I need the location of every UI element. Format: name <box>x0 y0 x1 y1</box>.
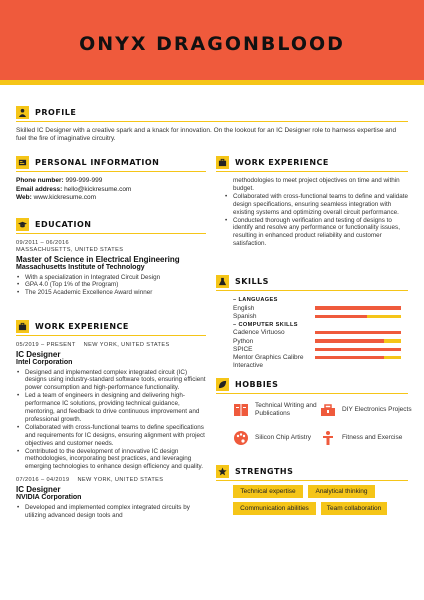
profile-header <box>16 106 408 122</box>
skills-section <box>216 275 408 370</box>
work-continued-title: WORK EXPERIENCE <box>235 158 329 167</box>
skill-level-fill <box>315 339 384 343</box>
education-bullets <box>16 274 206 298</box>
strengths-header <box>216 465 408 481</box>
job-2-company: NVIDIA Corporation <box>16 494 82 502</box>
header-banner <box>0 0 424 85</box>
job-1-role: IC Designer <box>16 350 61 359</box>
job-1-location: NEW YORK, UNITED STATES <box>83 342 170 348</box>
personal-section <box>16 156 206 203</box>
web-value[interactable]: www.kickresume.com <box>33 194 97 202</box>
skill-group-heading: – LANGUAGES <box>233 297 278 303</box>
email-value[interactable]: hello@kickresume.com <box>64 185 132 193</box>
education-degree: Master of Science in Electrical Engineering <box>16 255 180 264</box>
skill-level-fill <box>315 348 401 352</box>
hobbies-title: HOBBIES <box>235 380 279 389</box>
briefcase-icon <box>16 320 29 333</box>
skill-level-bar <box>315 356 401 360</box>
graduation-cap-icon <box>16 218 29 231</box>
email-label: Email address: <box>16 185 63 193</box>
hobby-item <box>320 402 420 418</box>
fitness-icon <box>320 430 336 446</box>
list-item: • Collaborated with cross-functional teams to define and validate design specifications, ensuring seamless integration with existing systems and optimizing overall circuit performance. <box>224 193 408 217</box>
skills-title: SKILLS <box>235 277 269 286</box>
job-1-bullets <box>16 369 206 472</box>
hobby-label: DIY Electronics Projects <box>342 406 412 413</box>
skill-row <box>233 312 408 320</box>
job-1-date: 05/2019 – PRESENT <box>16 342 76 348</box>
tools-icon <box>320 402 336 418</box>
skill-level-bar <box>315 315 401 319</box>
list-item: • Developed and implemented complex integrated circuits by utilizing advanced design tools and <box>16 504 206 520</box>
education-header <box>16 218 206 234</box>
job-1-company: Intel Corporation <box>16 359 73 366</box>
phone-value: 999-999-999 <box>65 177 103 184</box>
skill-level-bar <box>315 348 401 352</box>
skill-level-bar <box>315 306 401 310</box>
personal-header <box>16 156 206 172</box>
skill-level-fill <box>315 315 367 319</box>
star-icon <box>216 465 229 478</box>
work-continued-section <box>216 156 408 248</box>
skill-level-fill <box>315 356 384 360</box>
leaf-icon <box>216 378 229 391</box>
education-school: Massachusetts Institute of Technology <box>16 264 145 271</box>
job-2-continued-text: methodologies to meet project objectives on time and within budget. <box>233 177 400 192</box>
strengths-title: STRENGTHS <box>235 467 294 476</box>
job-2-location: NEW YORK, UNITED STATES <box>77 477 164 484</box>
profile-text: Skilled IC Designer with a creative spark and a knack for innovation. On the lookout for an IC Designer role to harness expertise and fuel the fire of imaginative circuitry. <box>16 127 397 142</box>
skill-name: Python <box>233 337 254 345</box>
phone-label: Phone number: <box>16 177 64 184</box>
briefcase-icon <box>216 156 229 169</box>
list-item: • Led a team of engineers in designing and delivering high-performance IC solutions, providing technical guidance, mentoring, and feedback to drive continuous improvement and professional growth. <box>16 392 206 424</box>
skill-name: SPICE <box>233 345 253 353</box>
skill-row <box>233 345 408 353</box>
list-item: • The 2015 Academic Excellence Award winner <box>16 289 206 297</box>
user-icon <box>16 106 29 119</box>
skill-level-bar <box>315 339 401 343</box>
hobby-item <box>233 430 333 446</box>
strength-tag: Communication abilities <box>233 502 316 515</box>
list-item: • With a specialization in Integrated Circuit Design <box>16 274 206 282</box>
strength-tag: Team collaboration <box>321 502 387 515</box>
work-title: WORK EXPERIENCE <box>35 322 129 331</box>
list-item: • Contributed to the development of innovative IC design methodologies, incorporating best practices, and leveraging emerging technologies to enhance design efficiency and quality. <box>16 448 206 472</box>
work-continued-header <box>216 156 408 172</box>
education-location: MASSACHUSETTS, UNITED STATES <box>16 247 124 253</box>
hobby-label: Fitness and Exercise <box>342 434 403 441</box>
strength-tag: Technical expertise <box>233 485 303 498</box>
skill-level-fill <box>315 306 401 310</box>
skill-row <box>233 362 408 370</box>
strength-tag: Analytical thinking <box>308 485 375 498</box>
strengths-section <box>216 465 408 525</box>
list-item: • Collaborated with cross-functional teams to define specifications and requirements for IC designs, ensuring alignment with project objectives and customer needs. <box>16 424 206 448</box>
personal-title: PERSONAL INFORMATION <box>35 158 160 167</box>
web-label: Web: <box>16 194 32 202</box>
job-2-bullets-continued <box>216 193 408 248</box>
list-item: • GPA 4.0 (Top 1% of the Program) <box>16 281 206 289</box>
skill-name: English <box>233 304 255 312</box>
job-2-bullets <box>16 504 206 520</box>
skill-row <box>233 337 408 345</box>
skills-header <box>216 275 408 291</box>
book-icon <box>233 402 249 418</box>
email-row <box>16 186 206 195</box>
hobbies-header <box>216 378 408 394</box>
skill-level-bar <box>315 331 401 335</box>
hobby-label: Silicon Chip Artistry <box>255 434 311 441</box>
list-item: • Conducted thorough verification and testing of designs to identify and resolve any performance or functionality issues, resulting in enhanced product reliability and customer satisfaction. <box>224 217 408 249</box>
list-item: • Designed and implemented complex integrated circuit (IC) designs using industry-standard software tools, ensuring efficient power consumption and high-performance functionality. <box>16 369 206 393</box>
education-dates <box>16 240 206 246</box>
skill-level-fill <box>315 331 401 335</box>
skills-body <box>216 296 408 370</box>
hobby-item <box>233 402 333 418</box>
skill-group-heading: – COMPUTER SKILLS <box>233 321 298 328</box>
job-2-date: 07/2016 – 04/2019 <box>16 477 70 484</box>
flask-icon <box>216 275 229 288</box>
skill-name: Interactive <box>233 362 263 370</box>
education-section <box>16 218 206 297</box>
skill-row <box>233 353 408 361</box>
work-section <box>16 320 206 520</box>
web-row <box>16 194 206 203</box>
skill-name: Spanish <box>233 312 257 320</box>
education-title: EDUCATION <box>35 220 92 229</box>
profile-title: PROFILE <box>35 108 77 117</box>
candidate-name: ONYX DRAGONBLOOD <box>79 33 345 55</box>
skill-name: Cadence Virtuoso <box>233 329 285 337</box>
id-card-icon <box>16 156 29 169</box>
skill-row <box>233 329 408 337</box>
work-header <box>16 320 206 336</box>
education-date: 09/2011 – 06/2016 <box>16 240 70 246</box>
hobby-label: Technical Writing and Publications <box>255 402 317 417</box>
skill-name: Mentor Graphics Calibre <box>233 354 304 362</box>
hobbies-section <box>216 378 412 458</box>
phone-row <box>16 177 206 186</box>
palette-icon <box>233 430 249 446</box>
job-1-meta <box>16 342 206 348</box>
job-2-role: IC Designer <box>16 485 61 495</box>
job-2-meta <box>16 477 206 483</box>
profile-section <box>16 106 408 143</box>
hobby-item <box>320 430 420 446</box>
skill-row <box>233 304 408 312</box>
